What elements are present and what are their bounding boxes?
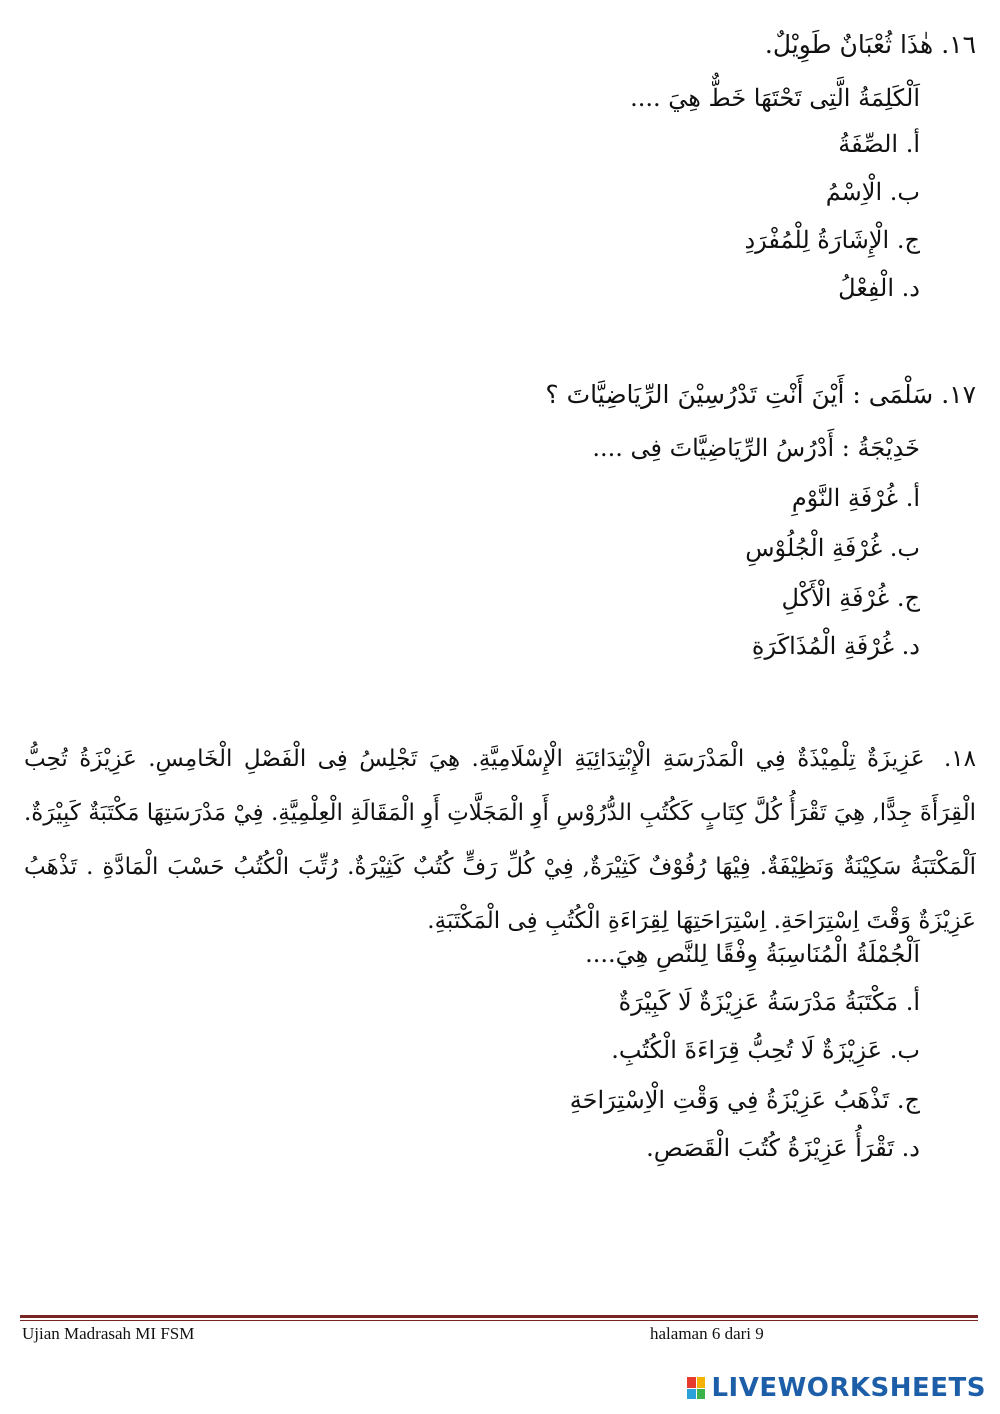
option-text: تَقْرَأُ عَزِيْزَةُ كُتُبَ الْقَصَصِ.	[646, 1134, 895, 1162]
option-letter: ب.	[889, 534, 920, 562]
footer-page-number: halaman 6 dari 9	[650, 1324, 764, 1343]
q16-option-a[interactable]	[838, 130, 920, 158]
q17-option-b[interactable]	[745, 534, 920, 562]
q16-option-d[interactable]	[838, 274, 920, 302]
footer-rule-thick	[20, 1315, 978, 1318]
option-text: تَذْهَبُ عَزِيْزَةُ فِي وَقْتِ الْاِسْتِرَاحَةِ	[569, 1086, 890, 1114]
option-text: غُرْفَةِ الْجُلُوْسِ	[745, 534, 883, 562]
q17-stem-text: سَلْمَى : أَيْنَ أَنْتِ تَدْرُسِيْنَ الرِّيَاضِيَّاتَ ؟	[545, 380, 934, 409]
option-letter: ج.	[896, 584, 920, 612]
liveworksheets-watermark	[687, 1372, 986, 1404]
q18-option-d[interactable]	[646, 1134, 920, 1162]
q17-option-c[interactable]	[782, 584, 920, 612]
q16-option-c[interactable]	[744, 226, 920, 254]
option-text: الصِّفَةُ	[838, 130, 899, 158]
option-text: غُرْفَةِ الْأَكْلِ	[781, 584, 890, 612]
q17-number: ١٧.	[941, 380, 976, 409]
option-text: الْفِعْلُ	[838, 274, 895, 302]
q17-stem	[545, 380, 976, 409]
option-text: غُرْفَةِ النَّوْمِ	[791, 484, 899, 512]
q18-number: ١٨.	[943, 746, 977, 772]
option-text: غُرْفَةِ الْمُذَاكَرَةِ	[751, 632, 895, 660]
option-letter: ب.	[889, 1036, 920, 1064]
option-text: عَزِيْزَةٌ لَا تُحِبُّ قِرَاءَةَ الْكُتُبِ.	[611, 1036, 883, 1064]
q17-prompt: خَدِيْجَةُ : أَدْرُسُ الرِّيَاضِيَّاتَ فِى ....	[592, 434, 920, 462]
q18-passage	[24, 732, 976, 948]
q18-option-c[interactable]	[570, 1086, 920, 1114]
q18-passage-text: عَزِيزَةٌ تِلْمِيْذَةٌ فِي الْمَدْرَسَةِ الْإِبْتِدَائِيَةِ الْإِسْلَامِيَّةِ. هِيَ تَجْلِسُ فِى الْفَصْلِ الْخَامِسِ. عَزِيْزَةُ تُحِبُّ الْقِرَأَةَ جِدًّا, هِيَ تَقْرَأُ كُلَّ كِتَابٍ كَكُتُبِ الدُّرُوْسِ أَوِ الْمَجَلَّاتِ أَوِ الْمَقَالَةِ الْعِلْمِيَّةِ. فِيْ مَدْرَسَتِهَا مَكْتَبَةٌ كَبِيْرَةٌ. اَلْمَكْتَبَةُ سَكِيْنَةٌ وَنَظِيْفَةٌ. فِيْهَا رُفُوْفٌ كَثِيْرَةٌ, فِيْ كُلِّ رَفٍّ كُتُبٌ كَثِيْرَةٌ. رُتِّبَ الْكُتُبُ حَسْبَ الْمَادَّةِ . تَذْهَبُ عَزِيْزَةٌ وَقْتَ اِسْتِرَاحَةِ. اِسْتِرَاحَتِهَا لِقِرَاءَةِ الْكُتُبِ فِى الْمَكْتَبَةِ.	[24, 746, 976, 934]
q16-number: ١٦.	[941, 30, 976, 59]
option-letter: أ.	[905, 988, 920, 1016]
liveworksheets-logo-icon	[687, 1377, 705, 1399]
option-text: الْإِشَارَةُ لِلْمُفْرَدِ	[744, 226, 890, 254]
q18-option-b[interactable]	[611, 1036, 920, 1064]
option-letter: ب.	[889, 178, 920, 206]
q18-prompt: اَلْجُمْلَةُ الْمُنَاسِبَةُ وِفْقًا لِلنَّصِ هِيَ....	[585, 940, 920, 968]
option-letter: ج.	[896, 1086, 920, 1114]
q17-option-d[interactable]	[752, 632, 920, 660]
liveworksheets-wordmark: LIVEWORKSHEETS	[711, 1373, 986, 1403]
footer-rule-thin	[20, 1320, 978, 1321]
option-letter: د.	[901, 274, 920, 302]
q16-stem-text: هٰذَا ثُعْبَانٌ طَوِيْلٌ.	[764, 30, 934, 59]
option-letter: أ.	[905, 484, 920, 512]
option-letter: د.	[901, 632, 920, 660]
q17-option-a[interactable]	[792, 484, 920, 512]
q18-option-a[interactable]	[619, 988, 920, 1016]
footer-exam-title: Ujian Madrasah MI FSM	[22, 1324, 195, 1343]
option-text: مَكْتَبَةُ مَدْرَسَةُ عَزِيْزَةٌ لَا كَبِيْرَةٌ	[618, 988, 899, 1016]
q16-prompt: اَلْكَلِمَةُ الَّتِى تَحْتَهَا خَطٌّ هِيَ ....	[630, 84, 920, 112]
option-letter: د.	[901, 1134, 920, 1162]
q16-option-b[interactable]	[826, 178, 920, 206]
option-letter: ج.	[896, 226, 920, 254]
option-text: الْاِسْمُ	[825, 178, 883, 206]
q16-stem	[765, 30, 976, 59]
option-letter: أ.	[905, 130, 920, 158]
